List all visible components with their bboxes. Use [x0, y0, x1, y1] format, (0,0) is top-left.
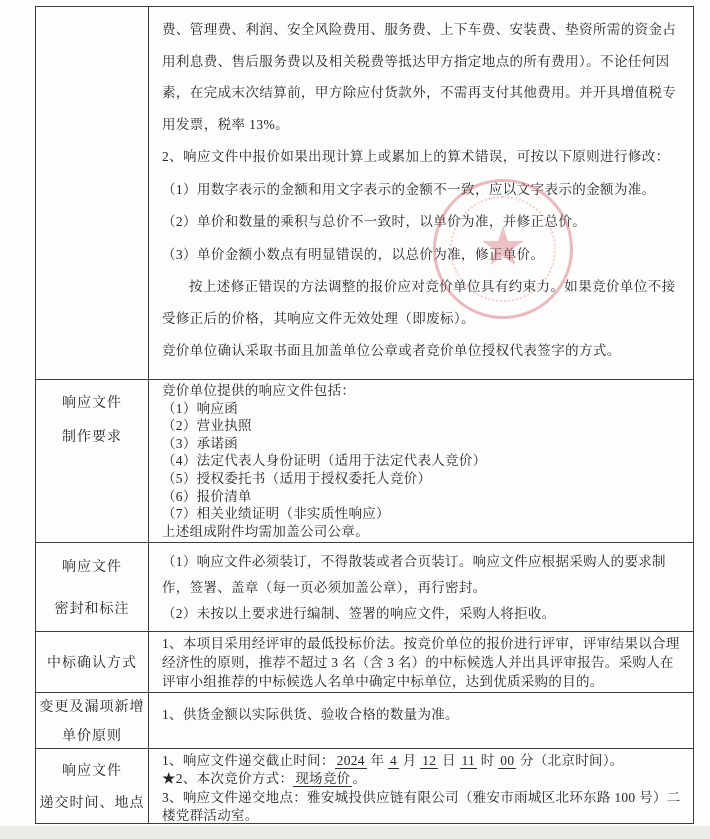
underlined-month: 4 — [390, 753, 398, 768]
row-label — [36, 543, 149, 631]
paragraph: （3）单价金额小数点有明显错误的，以总价为准，修正单价。 — [162, 246, 545, 262]
paragraph: （1）响应函 — [162, 400, 239, 416]
table-row-submission-time-place — [36, 748, 693, 823]
submission-deadline-line — [162, 752, 685, 770]
underlined-bidding-method: 现场竞价 — [295, 771, 351, 787]
row-content — [149, 693, 693, 748]
text-run: 时 — [477, 753, 499, 768]
paragraph: （4）法定代表人身份证明（适用于法定代表人竞价） — [162, 453, 487, 469]
row-label-empty — [36, 7, 149, 379]
underlined-day: 12 — [422, 753, 437, 768]
row-content — [149, 632, 693, 692]
text-run: 1、响应文件递交截止时间： — [162, 753, 335, 768]
text-run: 日 — [438, 753, 460, 768]
bidding-method-line — [162, 770, 685, 788]
paragraph: 1、本项目采用经评审的最低投标价法。按竞价单位的报价进行评审，评审结果以合理经济性的原则，推荐不超过 3 名（含 3 名）的中标候选人并出具评审报告。采购人在评审小组推荐的中标候选人名单中确定中标单位，达到优质采购的目的。 — [162, 636, 680, 689]
row-label-line: 中标确认方式 — [47, 656, 137, 671]
row-content — [149, 749, 693, 823]
paragraph: （1）用数字表示的金额和用文字表示的金额不一致，应以文字表示的金额为准。 — [162, 181, 656, 197]
underlined-year: 2024 — [336, 753, 365, 768]
row-label — [36, 749, 149, 823]
row-label — [36, 380, 149, 542]
row-label-line: 响应文件 — [62, 560, 122, 575]
row-label-line: 响应文件 — [62, 764, 122, 779]
text-run: 月 — [399, 753, 421, 768]
table-row-award-confirmation — [36, 631, 693, 692]
row-label — [36, 632, 149, 692]
paragraph: （2）未按以上要求进行编制、签署的响应文件，采购人将拒收。 — [162, 606, 556, 621]
row-label-line: 单价原则 — [62, 729, 122, 744]
row-content — [149, 7, 693, 379]
row-content — [149, 543, 693, 631]
paragraph: 1、供货金额以实际供货、验收合格的数量为准。 — [162, 707, 459, 722]
table-row-payment-terms-continued — [36, 7, 693, 379]
row-label-line: 密封和标注 — [54, 602, 130, 617]
paragraph: （6）报价清单 — [162, 488, 252, 504]
submission-location-line — [162, 789, 685, 826]
text-run: 。 — [352, 771, 367, 787]
document-table — [35, 6, 694, 824]
scan-edge-shadow — [0, 826, 710, 839]
paragraph: 上述组成附件均需加盖公司公章。 — [162, 523, 369, 539]
paragraph: （5）授权委托书（适用于授权委托人竞价） — [162, 470, 432, 486]
row-content — [149, 380, 693, 542]
row-label — [36, 693, 149, 748]
underlined-hour: 11 — [461, 753, 476, 768]
paragraph: 费、管理费、利润、安全风险费用、服务费、上下车费、安装费、垫资所需的资金占用利息费、售后服务费以及相关税费等抵达甲方指定地点的所有费用）。不论任何因素，在完成末次结算前，甲方除应付货款外，不需再支付其他费用。并开具增值税专用发票，税率 13%。 — [162, 22, 677, 132]
text-run: ★2、本次竞价方式： — [162, 771, 294, 787]
star-icon: ★ — [478, 214, 528, 278]
paragraph: 竞价单位确认采取书面且加盖单位公章或者竞价单位授权代表签字的方式。 — [162, 343, 621, 358]
paragraph: （2）单价和数量的乘积与总价不一致时，以单价为准，并修正总价。 — [162, 214, 587, 229]
paragraph: （1）响应文件必须装订，不得散装或者合页装订。响应文件应根据采购人的要求制作，签署、盖章（每一页必须加盖公章），再行密封。 — [162, 554, 666, 595]
paragraph: （2）营业执照 — [162, 418, 252, 434]
text-run: 年 — [366, 753, 389, 768]
table-row-unit-price-principle — [36, 692, 693, 748]
row-label-line: 响应文件 — [62, 396, 122, 411]
paragraph: 按上述修正错误的方法调整的报价应对竞价单位具有约束力。如果竞价单位不接受修正后的价格，其响应文件无效处理（即废标）。 — [162, 279, 676, 326]
table-row-production-requirements — [36, 379, 693, 542]
row-label-line: 制作要求 — [62, 430, 122, 445]
text-run: 3、响应文件递交地点：雅安城投供应链有限公司（雅安市雨城区北环东路 100 号）二楼党群活动室。 — [162, 789, 681, 824]
row-label-line: 递交时间、地点 — [39, 796, 145, 811]
table-row-sealing-marking — [36, 542, 693, 631]
paragraph: （7）相关业绩证明（非实质性响应） — [162, 506, 390, 522]
text-run: 分（北京时间）。 — [516, 753, 624, 768]
paragraph: （3）承诺函 — [162, 435, 239, 451]
paragraph: 竞价单位提供的响应文件包括： — [162, 383, 356, 398]
paragraph: 2、响应文件中报价如果出现计算上或累加上的算术错误，可按以下原则进行修改： — [162, 149, 670, 164]
row-label-line: 变更及漏项新增 — [39, 700, 145, 715]
underlined-minute: 00 — [500, 753, 515, 768]
